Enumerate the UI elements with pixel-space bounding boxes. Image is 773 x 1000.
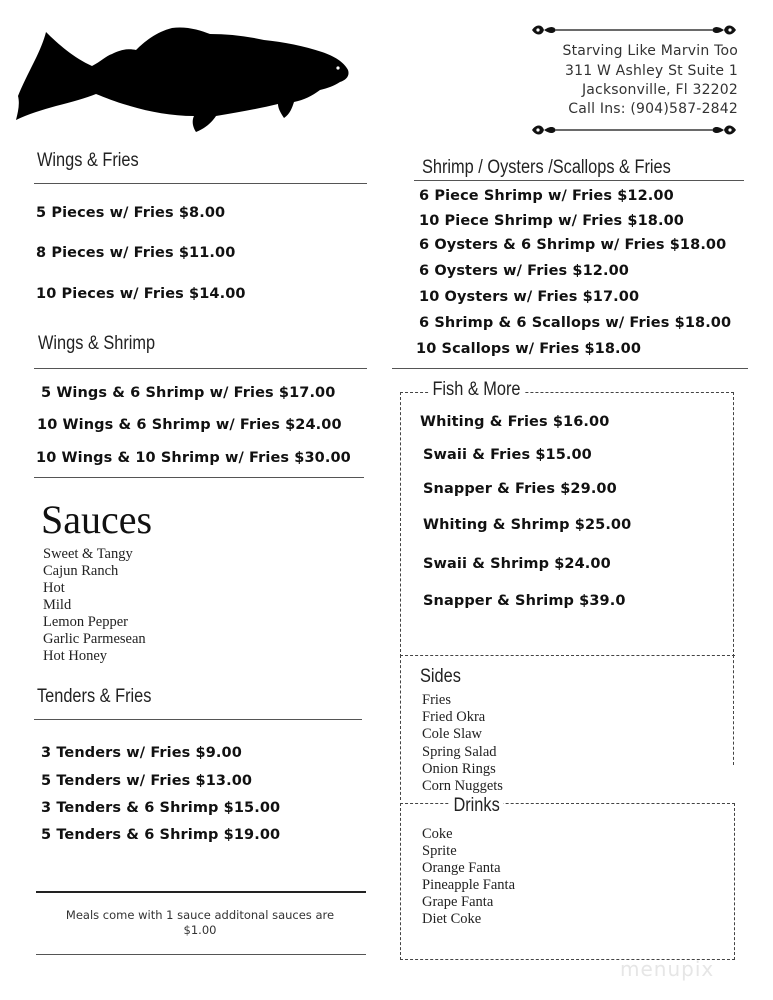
menu-item: Whiting & Shrimp $25.00 — [423, 517, 632, 533]
section-title-shrimp-oysters: Shrimp / Oysters /Scallops & Fries — [422, 157, 671, 178]
sauce-item: Cajun Ranch — [43, 563, 119, 579]
menu-item: Snapper & Fries $29.00 — [423, 481, 617, 497]
side-item: Corn Nuggets — [422, 778, 503, 794]
side-item: Fries — [422, 692, 451, 708]
note-divider — [36, 891, 366, 893]
sauce-item: Hot Honey — [43, 648, 108, 664]
menu-item: 6 Oysters & 6 Shrimp w/ Fries $18.00 — [419, 237, 727, 253]
menu-item: 10 Pieces w/ Fries $14.00 — [36, 286, 246, 302]
restaurant-header — [528, 22, 740, 140]
side-item: Spring Salad — [422, 744, 497, 760]
sauce-item: Garlic Parmesean — [43, 631, 146, 647]
section-divider — [34, 183, 367, 184]
drink-item: Orange Fanta — [422, 860, 501, 876]
sauces-title: Sauces — [41, 497, 153, 542]
menu-item: 8 Pieces w/ Fries $11.00 — [36, 245, 236, 261]
fish-logo-icon — [16, 22, 350, 134]
menu-item: Whiting & Fries $16.00 — [420, 414, 610, 430]
side-item: Fried Okra — [422, 709, 486, 725]
menu-item: 5 Wings & 6 Shrimp w/ Fries $17.00 — [41, 385, 336, 401]
drink-item: Grape Fanta — [422, 894, 494, 910]
ornament-divider-icon — [528, 22, 740, 38]
section-title-sides: Sides — [420, 666, 461, 687]
section-title-wings-shrimp: Wings & Shrimp — [38, 333, 156, 354]
sauce-item: Lemon Pepper — [43, 614, 128, 630]
sides-box-right — [733, 655, 734, 765]
menu-item: 10 Wings & 6 Shrimp w/ Fries $24.00 — [37, 417, 342, 433]
menu-item: Swaii & Fries $15.00 — [423, 447, 592, 463]
menu-item: 3 Tenders & 6 Shrimp $15.00 — [41, 800, 281, 816]
menu-item: 6 Oysters w/ Fries $12.00 — [419, 263, 629, 279]
menu-item: 10 Scallops w/ Fries $18.00 — [416, 341, 642, 357]
side-item: Onion Rings — [422, 761, 496, 777]
restaurant-phone: Call Ins: (904)587-2842 — [568, 101, 738, 117]
menu-item: 6 Piece Shrimp w/ Fries $12.00 — [419, 188, 674, 204]
side-item: Cole Slaw — [422, 726, 483, 742]
restaurant-name: Starving Like Marvin Too — [562, 43, 738, 59]
drink-item: Coke — [422, 826, 453, 842]
drink-item: Diet Coke — [422, 911, 482, 927]
section-divider — [414, 180, 744, 181]
section-title-tenders-fries: Tenders & Fries — [37, 686, 152, 707]
menu-item: 5 Pieces w/ Fries $8.00 — [36, 205, 226, 221]
section-divider — [392, 368, 748, 369]
menu-item: Snapper & Shrimp $39.0 — [423, 593, 626, 609]
menu-item: 6 Shrimp & 6 Scallops w/ Fries $18.00 — [419, 315, 732, 331]
drink-item: Pineapple Fanta — [422, 877, 516, 893]
sauce-item: Mild — [43, 597, 72, 613]
restaurant-city: Jacksonville, Fl 32202 — [581, 82, 738, 98]
section-divider — [34, 368, 367, 369]
section-title-drinks: Drinks — [450, 795, 503, 817]
menu-item: Swaii & Shrimp $24.00 — [423, 556, 611, 572]
drink-item: Sprite — [422, 843, 457, 859]
restaurant-address: 311 W Ashley St Suite 1 — [565, 63, 738, 79]
section-title-wings-fries: Wings & Fries — [37, 150, 139, 171]
menu-item: 3 Tenders w/ Fries $9.00 — [41, 745, 242, 761]
menu-item: 5 Tenders w/ Fries $13.00 — [41, 773, 253, 789]
section-divider — [400, 655, 735, 656]
section-title-fish-more: Fish & More — [429, 379, 524, 401]
menu-item: 10 Piece Shrimp w/ Fries $18.00 — [419, 213, 684, 229]
watermark: menupix — [620, 957, 715, 981]
section-divider — [34, 477, 364, 478]
sauce-note: Meals come with 1 sauce additonal sauces are $1.00 — [65, 908, 335, 937]
menu-item: 10 Wings & 10 Shrimp w/ Fries $30.00 — [36, 450, 351, 466]
menu-item: 10 Oysters w/ Fries $17.00 — [419, 289, 640, 305]
sauce-item: Hot — [43, 580, 65, 596]
menu-item: 5 Tenders & 6 Shrimp $19.00 — [41, 827, 281, 843]
section-divider — [34, 719, 362, 720]
sauce-item: Sweet & Tangy — [43, 546, 133, 562]
ornament-divider-icon — [528, 122, 740, 138]
sides-box-left — [400, 655, 401, 800]
note-divider — [36, 954, 366, 955]
